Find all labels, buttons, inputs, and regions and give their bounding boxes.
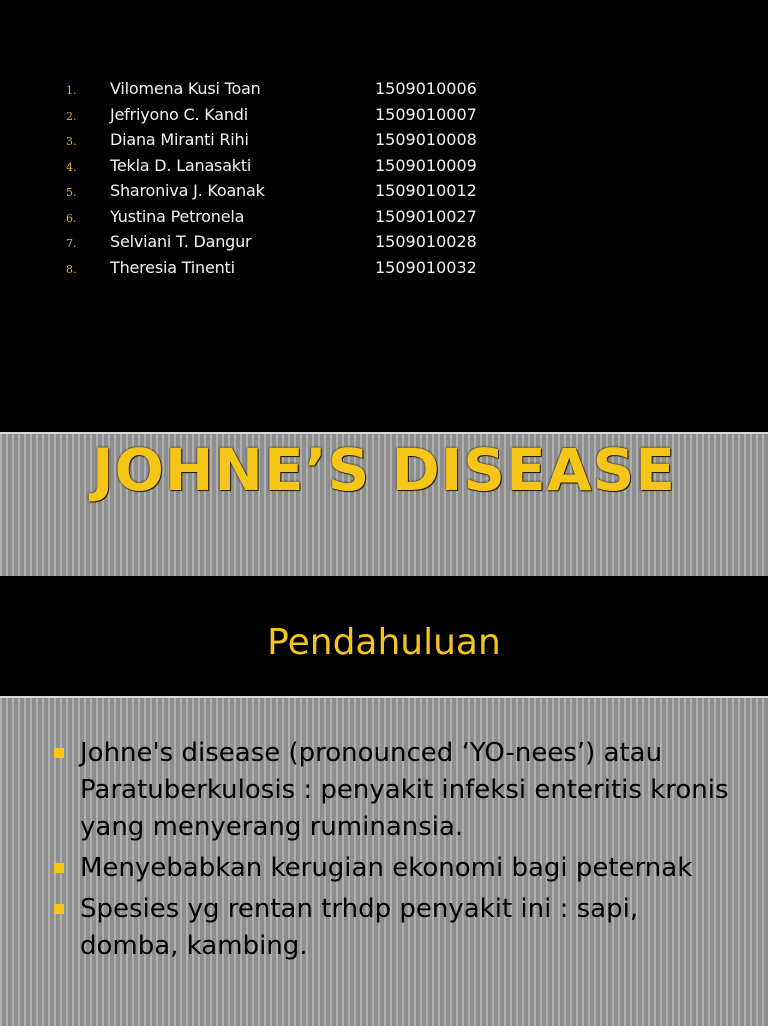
bullet-item (54, 735, 744, 846)
roster-number: 5. (66, 186, 77, 199)
roster-name: Vilomena Kusi Toan (110, 79, 261, 98)
roster-row (0, 257, 768, 283)
roster-student-id: 1509010032 (375, 257, 477, 277)
roster-row (0, 104, 768, 130)
presentation-title: JOHNE’S DISEASE (92, 436, 676, 504)
bullet-item (54, 850, 744, 887)
roster-name: Selviani T. Dangur (110, 232, 252, 251)
roster-row (0, 231, 768, 257)
roster-name: Tekla D. Lanasakti (110, 155, 252, 175)
square-bullet-icon (54, 863, 64, 873)
roster-number: 8. (66, 262, 77, 276)
square-bullet-icon (54, 904, 64, 914)
roster-name: Theresia Tinenti (110, 257, 235, 277)
roster-slide (0, 0, 768, 430)
roster-number: 4. (66, 160, 77, 174)
roster-name: Diana Miranti Rihi (110, 130, 249, 149)
roster-student-id: 1509010009 (375, 155, 477, 175)
section-title: Pendahuluan (267, 622, 501, 663)
roster-student-id: 1509010006 (375, 79, 477, 98)
roster-number: 3. (66, 135, 77, 148)
bullet-text: Menyebabkan kerugian ekonomi bagi peternak (80, 853, 693, 883)
roster-student-id: 1509010028 (375, 232, 477, 251)
roster-number: 1. (66, 84, 77, 97)
roster-name: Jefriyono C. Kandi (110, 104, 248, 124)
roster-number: 7. (66, 237, 77, 250)
roster-list (0, 78, 768, 282)
roster-number: 6. (66, 211, 77, 225)
roster-row (0, 78, 768, 104)
roster-row (0, 155, 768, 181)
bullet-item (54, 891, 744, 965)
roster-name: Yustina Petronela (110, 206, 245, 226)
roster-name: Sharoniva J. Koanak (110, 181, 265, 200)
bullet-text: Johne's disease (pronounced ‘YO-nees’) atau Paratuberkulosis : penyakit infeksi enteritis kronis yang menyerang ruminansia. (80, 738, 729, 842)
roster-row (0, 180, 768, 206)
roster-student-id: 1509010008 (375, 130, 477, 149)
roster-student-id: 1509010027 (375, 206, 477, 226)
bullet-text: Spesies yg rentan trhdp penyakit ini : sapi, domba, kambing. (80, 894, 639, 961)
roster-student-id: 1509010012 (375, 181, 477, 200)
roster-student-id: 1509010007 (375, 104, 477, 124)
square-bullet-icon (54, 748, 64, 758)
roster-row (0, 129, 768, 155)
bullet-list (54, 735, 744, 969)
roster-row (0, 206, 768, 232)
roster-number: 2. (66, 109, 77, 123)
